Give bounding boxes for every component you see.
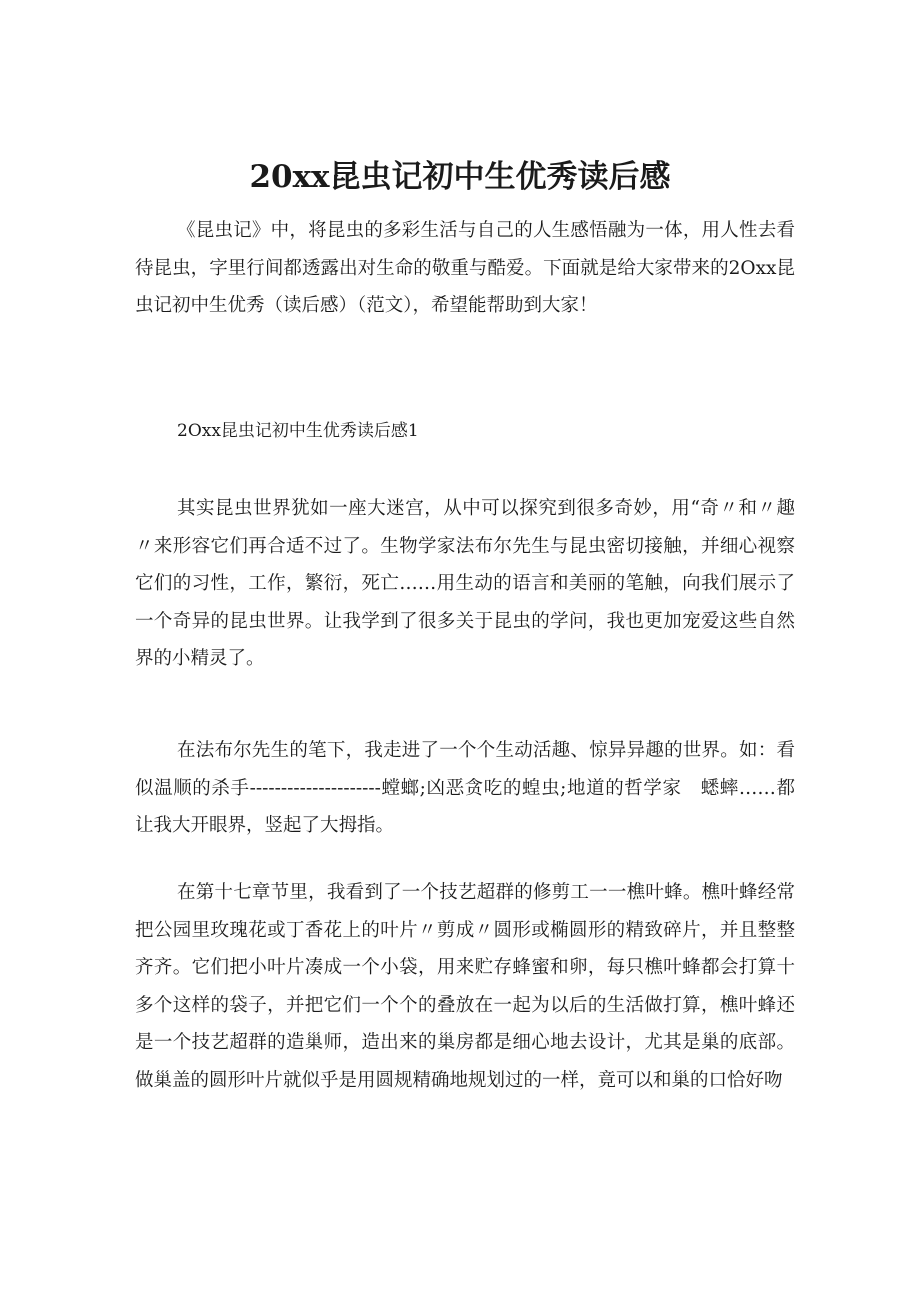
intro-paragraph: 《昆虫记》中，将昆虫的多彩生活与自己的人生感悟融为一体，用人性去看待昆虫，字里行间都透露出对生命的敬重与酷爱。下面就是给大家带来的2Oxx昆虫记初中生优秀（读后感）（范文），希望能帮助到大家！	[135, 220, 795, 316]
section-heading: 2Oxx昆虫记初中生优秀读后感1	[177, 421, 419, 441]
body-paragraph-2: 在法布尔先生的笔下，我走进了一个个生动活趣、惊异异趣的世界。如：看似温顺的杀手---------------------螳螂;凶恶贪吃的蝗虫;地道的哲学家 蟋蟀……都让我大开眼界，竖起了大拇指。	[135, 740, 795, 836]
body-paragraph-1: 其实昆虫世界犹如一座大迷宫，从中可以探究到很多奇妙，用“奇〃和〃趣〃来形容它们再合适不过了。生物学家法布尔先生与昆虫密切接触，并细心视察它们的习性，工作，繁衍，死亡……用生动的语言和美丽的笔触，向我们展示了一个奇异的昆虫世界。让我学到了很多关于昆虫的学问，我也更加宠爱这些自然界的小精灵了。	[135, 498, 795, 669]
body-paragraph-3: 在第十七章节里，我看到了一个技艺超群的修剪工一一樵叶蜂。樵叶蜂经常把公园里玫瑰花或丁香花上的叶片〃剪成〃圆形或椭圆形的精致碎片，并且整整齐齐。它们把小叶片凑成一个小袋，用来贮存蜂蜜和卵，每只樵叶蜂都会打算十多个这样的袋子，并把它们一个个的叠放在一起为以后的生活做打算，樵叶蜂还是一个技艺超群的造巢师，造出来的巢房都是细心地去设计，尤其是巢的底部。做巢盖的圆形叶片就似乎是用圆规精确地规划过的一样，竟可以和巢的口恰好吻	[135, 882, 795, 1091]
document-title: 20xx昆虫记初中生优秀读后感	[249, 158, 671, 195]
